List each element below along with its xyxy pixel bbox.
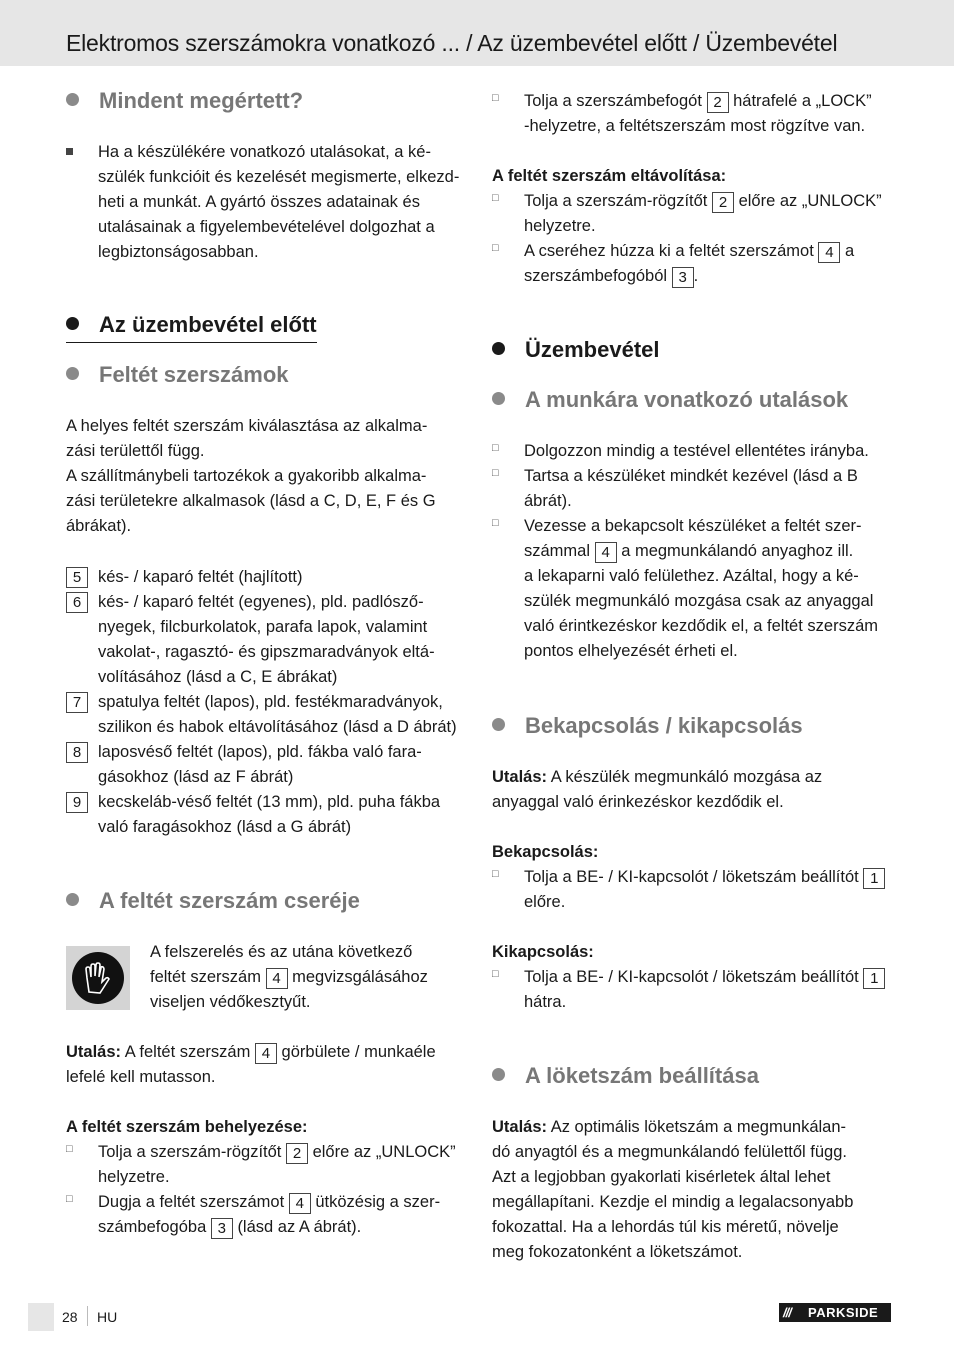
page-number: 28 xyxy=(62,1309,78,1325)
switch-off-step xyxy=(492,965,894,1015)
understood-paragraph xyxy=(66,140,466,265)
text-line: helyzetre. xyxy=(524,217,596,235)
text-line: feltét szerszám 4 megvizsgálásához xyxy=(150,968,428,987)
bullet-dot-icon xyxy=(66,317,79,330)
part-number-badge: 1 xyxy=(863,968,885,989)
glove-warning xyxy=(150,940,470,1015)
text-line: anyaggal való érinkezéskor kezdődik el. xyxy=(492,793,784,811)
text-line: A cseréhez húzza ki a feltét szerszámot 4 a xyxy=(524,242,855,261)
text-line: Tolja a szerszámbefogót 2 hátrafelé a „LOCK” xyxy=(524,92,872,111)
checkbox-bullet-icon: □ xyxy=(492,92,499,104)
text-line: Utalás: A feltét szerszám 4 görbülete / munkaéle xyxy=(66,1043,436,1062)
checkbox-bullet-icon: □ xyxy=(492,517,499,529)
list-item xyxy=(66,590,466,690)
text-line: Azt a legjobban gyakorlati kisérletek által lehet xyxy=(492,1168,831,1186)
text-line: előre. xyxy=(524,893,566,911)
bullet-dot-icon xyxy=(492,1068,505,1081)
text-line: helyzetre. xyxy=(98,1168,170,1186)
checkbox-bullet-icon: □ xyxy=(492,192,499,204)
text-line: nyegek, filcburkolatok, parafa lapok, valamint xyxy=(98,618,428,636)
text-line: ábrákat). xyxy=(66,517,132,535)
text-line: lefelé kell mutasson. xyxy=(66,1068,216,1086)
text-line: Tolja a BE- / KI-kapcsolót / löketszám beállítót 1 xyxy=(524,865,894,890)
text-line: viseljen védőkesztyűt. xyxy=(150,993,311,1011)
insert-steps xyxy=(66,1140,466,1240)
text-line: Vezesse a bekapcsolt készüléket a feltét szer- xyxy=(524,517,862,535)
heading-loketszam-beallitasa: A löketszám beállítása xyxy=(492,1063,759,1089)
text-line: való érintkezéskor kezdődik el, a feltét szerszám xyxy=(524,617,878,635)
part-number-badge: 3 xyxy=(211,1218,233,1239)
list-item xyxy=(492,189,894,239)
text-line: kés- / kaparó feltét (hajlított) xyxy=(98,568,303,586)
bullet-dot-icon xyxy=(66,93,79,106)
checkbox-bullet-icon: □ xyxy=(492,868,499,880)
text-line: legbiztonságosabban. xyxy=(98,243,259,261)
stroke-rate-note xyxy=(492,1115,894,1265)
bullet-dot-icon xyxy=(66,893,79,906)
parkside-logo xyxy=(779,1303,891,1322)
part-number-badge: 4 xyxy=(255,1043,277,1064)
text-line: vakolat-, ragasztó- és gipszmaradványok eltá- xyxy=(98,643,435,661)
remove-steps xyxy=(492,189,894,289)
lock-step xyxy=(492,89,894,139)
text-line: szülék megmunkáló mozgása csak az anyaggal xyxy=(524,592,874,610)
text-line: Utalás: A készülék megmunkáló mozgása az xyxy=(492,768,823,786)
part-number-badge: 2 xyxy=(712,192,734,213)
part-number-badge: 2 xyxy=(286,1143,308,1164)
text-line: ábrát). xyxy=(524,492,572,510)
checkbox-bullet-icon: □ xyxy=(492,242,499,254)
part-number-badge: 6 xyxy=(66,592,88,613)
text-line: szerszámbefogóból 3 . xyxy=(524,267,699,286)
attachments-intro xyxy=(66,414,466,539)
bullet-dot-icon xyxy=(66,367,79,380)
logo-slashes-icon: /// xyxy=(783,1305,791,1320)
note-curvature xyxy=(66,1040,466,1090)
language-code: HU xyxy=(97,1309,118,1325)
text-line: A helyes feltét szerszám kiválasztása az alkalma- xyxy=(66,417,428,435)
list-item xyxy=(66,790,466,840)
text-line: fokozattal. Ha a lehordás túl kis méretű, növelje xyxy=(492,1218,839,1236)
text-line: számmal 4 a megmunkálandó anyaghoz ill. xyxy=(524,542,854,561)
text-line: hátra. xyxy=(524,993,567,1011)
text-line: zási területtől függ. xyxy=(66,442,205,460)
part-number-badge: 4 xyxy=(595,542,617,563)
footer-box xyxy=(28,1303,54,1331)
heading-feltet-szerszamok: Feltét szerszámok xyxy=(66,362,289,388)
text-line: a lekaparni való felülethez. Azáltal, hogy a ké- xyxy=(524,567,859,585)
heading-munkara-vonatkozo: A munkára vonatkozó utalások xyxy=(492,387,848,413)
remove-heading: A feltét szerszám eltávolítása: xyxy=(492,167,727,185)
footer-divider xyxy=(87,1306,88,1326)
list-item xyxy=(492,439,894,464)
text-line: volításához (lásd a C, E ábrákat) xyxy=(98,668,338,686)
text-line: Dugja a feltét szerszámot 4 ütközésig a szer- xyxy=(98,1193,441,1212)
text-line: A szállítmánybeli tartozékok a gyakoribb alkalma- xyxy=(66,467,427,485)
text-line: szilikon és habok eltávolításához (lásd a D ábrát) xyxy=(98,718,457,736)
text-line: szülék funkcióit és kezelését megismerte, elkezd- xyxy=(98,168,460,186)
switch-off-heading: Kikapcsolás: xyxy=(492,943,594,961)
text-line: gásokhoz (lásd az F ábrát) xyxy=(98,768,294,786)
text-line: laposvéső feltét (lapos), pld. fákba való fara- xyxy=(98,743,422,761)
checkbox-bullet-icon: □ xyxy=(66,1143,73,1155)
text-line: kés- / kaparó feltét (egyenes), pld. padlósző- xyxy=(98,593,424,611)
text-line: utalásainak a figyelembevételével dolgozhat a xyxy=(98,218,435,236)
text-line: pontos elhelyezését érheti el. xyxy=(524,642,738,660)
checkbox-bullet-icon: □ xyxy=(66,1193,73,1205)
part-number-badge: 4 xyxy=(289,1193,311,1214)
part-number-badge: 7 xyxy=(66,692,88,713)
text-line: kecskeláb-véső feltét (13 mm), pld. puha fákba xyxy=(98,793,441,811)
text-line: heti a munkát. A gyártó összes adatainak és xyxy=(98,193,420,211)
text-line: Tolja a BE- / KI-kapcsolót / löketszám beállítót 1 xyxy=(524,965,894,990)
heading-uzembevetel: Üzembevétel xyxy=(492,337,660,367)
text-line: zási területekre alkalmasok (lásd a C, D, E, F és G xyxy=(66,492,436,510)
list-item xyxy=(66,565,466,590)
switch-note xyxy=(492,765,894,815)
text-line: -helyzetre, a feltétszerszám most rögzítve van. xyxy=(524,117,866,135)
checkbox-bullet-icon: □ xyxy=(492,467,499,479)
text-line: Tolja a szerszám-rögzítőt 2 előre az „UNLOCK” xyxy=(524,192,882,211)
heading-bekapcsolas-kikapcsolas: Bekapcsolás / kikapcsolás xyxy=(492,713,803,739)
text-line: Tolja a szerszám-rögzítőt 2 előre az „UNLOCK” xyxy=(98,1143,456,1162)
heading-feltet-csereje: A feltét szerszám cseréje xyxy=(66,888,360,914)
switch-on-heading: Bekapcsolás: xyxy=(492,843,599,861)
page-header xyxy=(0,0,954,66)
part-number-badge: 3 xyxy=(672,267,694,288)
heading-az-uzembevetel-elott: Az üzembevétel előtt xyxy=(66,312,317,343)
text-line: meg fokozatonként a löketszámot. xyxy=(492,1243,743,1261)
part-number-badge: 4 xyxy=(818,242,840,263)
logo-brand-text: PARKSIDE xyxy=(808,1305,879,1320)
text-line: Dolgozzon mindig a testével ellentétes irányba. xyxy=(524,442,869,460)
bullet-dot-icon xyxy=(492,342,505,355)
checkbox-bullet-icon: □ xyxy=(492,968,499,980)
switch-on-step xyxy=(492,865,894,915)
list-item xyxy=(66,1140,466,1190)
text-line: megállapítani. Kezdje el mindig a legalacsonyabb xyxy=(492,1193,854,1211)
tools-list xyxy=(66,565,466,840)
part-number-badge: 1 xyxy=(863,868,885,889)
part-number-badge: 5 xyxy=(66,567,88,588)
list-item xyxy=(66,740,466,790)
list-item xyxy=(66,690,466,740)
part-number-badge: 8 xyxy=(66,742,88,763)
text-line: való faragásokhoz (lásd a G ábrát) xyxy=(98,818,352,836)
bullet-dot-icon xyxy=(492,718,505,731)
list-item xyxy=(66,1190,466,1240)
list-item xyxy=(492,464,894,514)
list-item xyxy=(492,239,894,289)
text-line: A felszerelés és az utána következő xyxy=(150,943,413,961)
header-title: Elektromos szerszámokra vonatkozó ... / Az üzembevétel előtt / Üzembevétel xyxy=(66,30,838,56)
list-item xyxy=(492,514,894,664)
square-bullet-icon xyxy=(66,148,73,155)
protective-gloves-icon xyxy=(66,946,130,1010)
part-number-badge: 4 xyxy=(266,968,288,989)
text-line: dó anyagtól és a megmunkálandó felülettől függ. xyxy=(492,1143,847,1161)
heading-mindent-megertett: Mindent megértett? xyxy=(66,88,303,114)
part-number-badge: 2 xyxy=(707,92,729,113)
text-line: Utalás: Az optimális löketszám a megmunkálan- xyxy=(492,1118,847,1136)
text-line: számbefogóba 3 (lásd az A ábrát). xyxy=(98,1218,362,1237)
text-line: Tartsa a készüléket mindkét kezével (lásd a B xyxy=(524,467,858,485)
part-number-badge: 9 xyxy=(66,792,88,813)
work-tips xyxy=(492,439,894,664)
text-line: Ha a készülékére vonatkozó utalásokat, a ké- xyxy=(98,143,431,161)
insert-heading: A feltét szerszám behelyezése: xyxy=(66,1118,308,1136)
checkbox-bullet-icon: □ xyxy=(492,442,499,454)
bullet-dot-icon xyxy=(492,392,505,405)
text-line: spatulya feltét (lapos), pld. festékmaradványok, xyxy=(98,693,443,711)
